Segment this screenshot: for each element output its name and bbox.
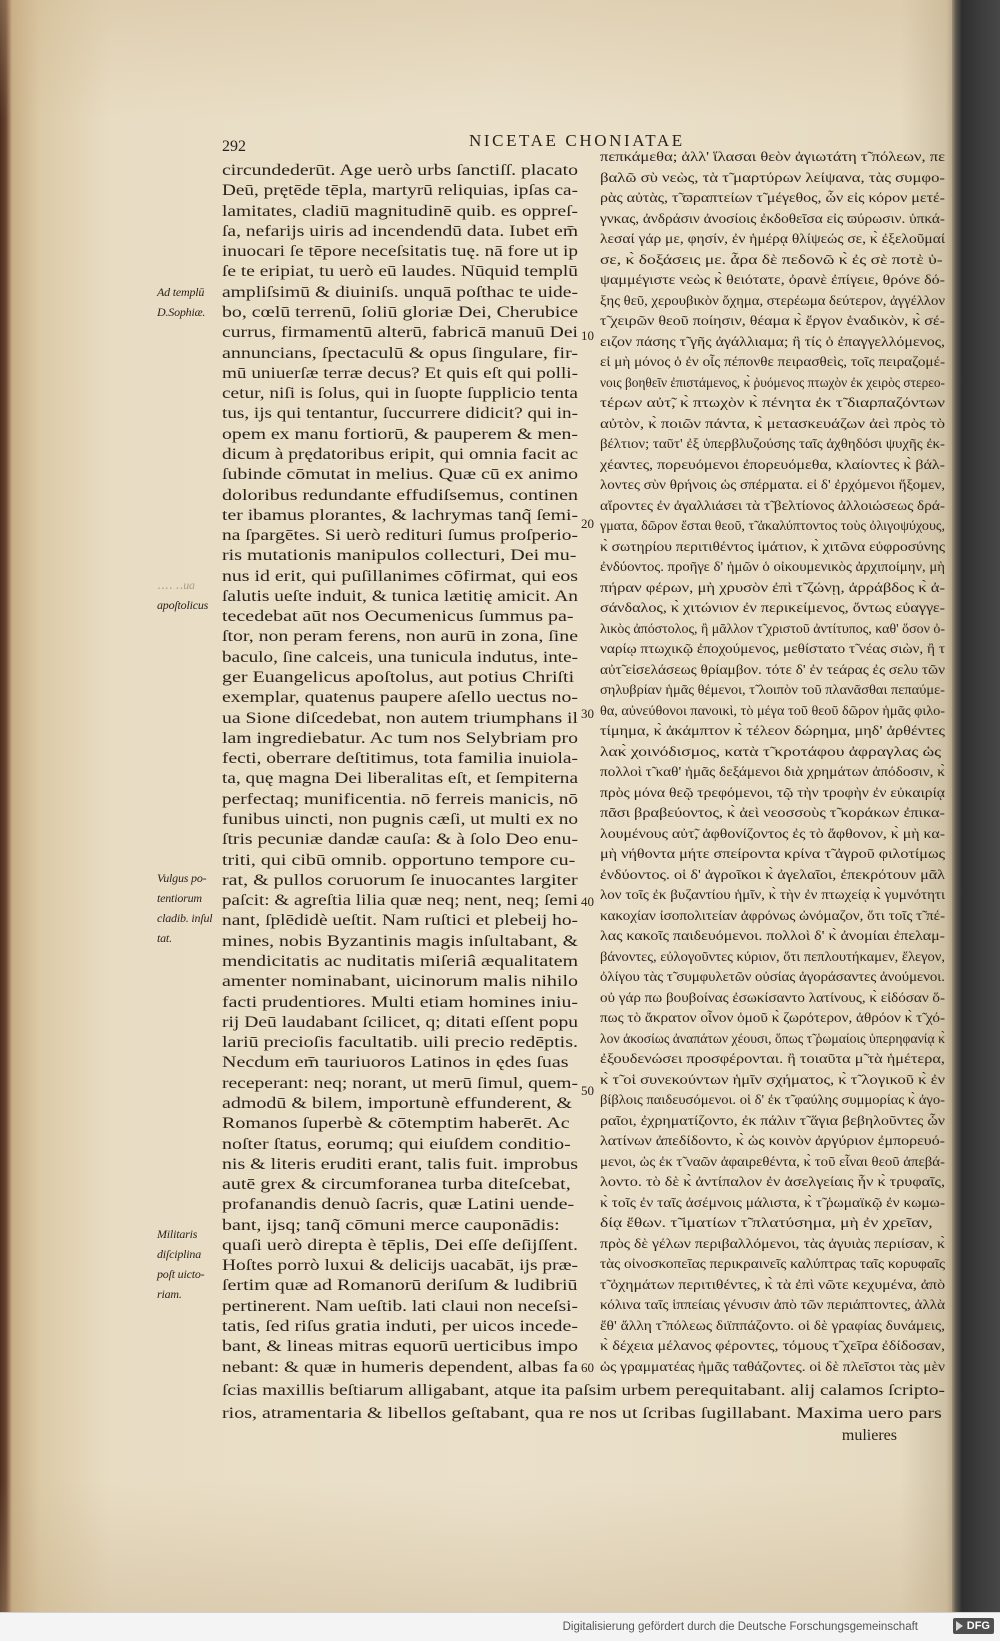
greek-line-text: γνκας, ἀνδράσιν ἀνοσίοις ἐκδοθεῖσα εἰς ϖύρωσιν. ὑπκά- [600,211,945,227]
latin-line-text: inuocari ſe tēpore neceſsitatis tuę. nā fore ut ip [222,243,578,261]
latin-line-text: mū uniuerſæ terræ decus? Et quis eſt qui polli- [222,364,578,382]
greek-line-text: λικὸς ἀπόστολος, ἢ μᾶλλον τ̃ χριστοῦ ἀντίτυπος, καθ' ὅσον ὀ- [600,621,945,637]
margin-note-line: riam. [157,1287,182,1301]
latin-line [222,668,578,688]
latin-line [222,344,578,364]
greek-line-text: αἴροντες ἐν ἀγαλλιάσει τὰ τ̃ βελτίονος ἀλλοιώσεως δρά- [600,498,945,514]
margin-note-line: ‥‥ ‥ua [157,578,195,592]
full-width-line [222,1403,945,1426]
latin-line [222,283,578,303]
greek-line [600,1153,945,1174]
latin-line-text: mendicitatis ac nuditatis miſeriâ æqualitatem [222,952,578,970]
latin-line [222,486,578,506]
margin-note [157,575,221,615]
latin-line-text: amenter nominabant, uicinorum malis nihilo [222,973,578,991]
margin-note-line: D.Sophiæ. [157,305,206,319]
greek-line-text: πήραν φέρων, μὴ χρυσὸν ἐπὶ τ̃ ζώνῃ, ἀρράβδος κ̀ ἀ- [600,580,945,596]
greek-line [600,1030,945,1051]
greek-line [600,681,945,702]
latin-line-text: ſa, nefarijs uiris ad incendendū data. Iubet em̄ [222,222,578,240]
greek-line [600,1358,945,1379]
latin-line-text: mines, nobis Byzantinis magis inſultabant, & [222,932,578,950]
latin-line [222,1114,578,1134]
greek-line [600,169,945,190]
latin-line-text: Hoſtes porrò luxui & delicijs uacabāt, ijs præ- [222,1257,578,1275]
greek-line [600,1255,945,1276]
greek-line [600,1337,945,1358]
latin-line-text: bant, ijsq; tanq̃ cōmuni merce cauponādis: [222,1216,560,1234]
greek-line [600,845,945,866]
greek-line-text: ἐνδύοντος. οἱ δ' ἀγροῖκοι κ̀ ἀγελαῖοι, ἐπεκρότουν μᾶλ [600,867,945,883]
footer-credit: Digitalisierung gefördert durch die Deutsche Forschungsgemeinschaft [562,1621,918,1633]
greek-line-text: λουμένους αὐτ̃, ἀφθονίζοντος ἐς τὸ ἄφθονον, κ̀ μὴ κα- [600,826,945,842]
greek-line [600,579,945,600]
greek-line [600,1235,945,1256]
greek-line [600,1112,945,1133]
greek-line [600,804,945,825]
latin-line [222,587,578,607]
greek-line-text: τ̃ χειρῶν θεοῦ ποίησιν, θέαμα κ̀ ἔργον ἑναδικὸν, κ̀ σέ- [600,314,945,329]
latin-line [222,384,578,404]
greek-line [600,230,945,251]
latin-line-text: lam ingrediebatur. Ac tum nos Selybriam pro [222,729,578,747]
greek-line-text: τὰς οἰνοσκοπεῖας περικραινεῖς καλύπτρας ταῖς κορυφαῖς [600,1257,945,1272]
footer-bar [0,1612,1000,1641]
margin-note-line: Vulgus po- [157,871,207,885]
greek-line-text: πως τὸ ἄκρατον οἶνον ὁμοῦ κ̀ ζωρότερον, ἀθρόον κ̀ τ̃ χό- [600,1011,945,1026]
latin-line [222,465,578,485]
greek-line-text: αὐτὸν, κ̀ ποιῶν πάντα, κ̀ μετασκευάζων ἀεὶ πρὸς τὸ [600,416,945,432]
greek-line [600,210,945,231]
latin-line-text: Romanos ſuperbè & cōtemptim haberēt. Ac [222,1115,570,1133]
greek-line-text: βίβλοις παιδευσόμενοι. οἱ δ' ἐκ τ̃ φαύλης συμμορίας κ̀ ἀγο- [600,1093,945,1108]
greek-line [600,312,945,333]
latin-line [222,1236,578,1256]
full-width-line-text: ſcias maxillis beſtiarum alligabant, atque ita paſsim urbem perequitabant. alij calamos ſcripto- [222,1382,945,1399]
running-head: NICETAE CHONIATAE [469,131,685,150]
latin-line [222,506,578,526]
margin-note-line: Militaris [157,1227,198,1241]
greek-line [600,1009,945,1030]
greek-line-text: ὀλίγου τὰς τ̃ συμφυλετῶν οὐσίας ἀγοράσαντες ἀνούμενοι. [600,970,945,985]
margin-note-line: cladib. inſul [157,911,213,925]
latin-line [222,891,578,911]
latin-line-text: nis & literis eruditi erant, talis fuit. improbus [222,1155,578,1173]
line-number: 60 [581,1360,594,1375]
greek-line [600,251,945,272]
greek-line-text: πᾶσι βραβεύοντος, κ̀ ἀεὶ νεοσσοὺς τ̃ κοράκων ἐπικα- [600,806,945,821]
latin-line-text: rij Deū laudabant ſcilicet, q; ditati eſſent popu [222,1013,578,1031]
latin-line-text: triti, qui cibū omnib. opportuno tempore cu- [222,851,576,869]
greek-line-text: λοντες σὺν θρήνοις ὡς σπέρματα. εἰ δ' ἐρχόμενοι ἥξομεν, [600,478,945,493]
latin-line-text: receperant: neq; norant, ut merū ſimul, quem- [222,1074,578,1092]
margin-note-line: diſciplina [157,1247,201,1261]
latin-line-text: circundederūt. Age uerò urbs ſanctiſſ. placato [222,162,578,179]
greek-line [600,948,945,969]
latin-line [222,445,578,465]
greek-line-text: κ̀ τ̃ οἱ συνεκούντων ἡμῖν σχήματος, κ̀ τ̃ λογικοῦ κ̀ ἐν [600,1072,945,1088]
greek-line-text: λον τοῖς ἐκ βυζαντίου ἡμῖν, κ̀ τὴν ἐν πτωχείᾳ κ̀ γυμνότητι [600,888,945,903]
greek-line-text: πρὸς δὲ γέλων περιβαλλόμενοι, τὰς ἀγυιὰς περιίσαν, κ̀ [600,1236,945,1252]
latin-line [222,932,578,952]
latin-line [222,851,578,871]
greek-line-text: τέρων αὐτ̃, κ̀ πτωχὸν κ̀ πένητα ἐκ τ̃ διαρπαζόντων [600,396,945,411]
latin-line [222,830,578,850]
margin-note-line: tat. [157,931,172,945]
greek-line-text: κ̀ τοῖς ἐν ταῖς ἀσέμνοις μάλιστα, κ̀ τ̃ ῥωμαϊκῷ ἐν κωμω- [600,1195,945,1211]
margin-note-line: poſt uicto- [157,1267,205,1281]
greek-line [600,538,945,559]
latin-line-text: na ſpargētes. Si uerò redituri ſumus proſperio- [222,527,578,545]
greek-line [600,722,945,743]
greek-line [600,497,945,518]
latin-line-text: ris mutationis manipulos collecturi, Dei mu- [222,547,577,565]
latin-line-text: cetur, niſi is ſolus, qui in ſuopte ſupplicio tenta [222,385,578,403]
latin-line [222,729,578,749]
greek-line-text: βαλῶ σὺ νεὼς, τὰ τ̃ μαρτύρων λείψανα, τὰς συμφο- [600,170,945,186]
latin-line-text: rat, & pullos coruorum ſe inuocantes largiter [222,871,578,889]
latin-column [222,161,578,1378]
greek-line [600,1194,945,1215]
latin-line [222,627,578,647]
latin-line-text: ſalutis ueſte induit, & tunica lætitię amicit. An [222,587,578,605]
latin-line [222,993,578,1013]
latin-line [222,323,578,343]
greek-line [600,271,945,292]
latin-line [222,810,578,830]
greek-line [600,333,945,354]
latin-line [222,1053,578,1073]
greek-line-text: πεπκάμεθα; ἀλλ' ἵλασαι θεὸν ἀγιωτάτη τ̃ πόλεων, πε [600,150,945,165]
greek-line [600,476,945,497]
catchword: mulieres [841,1427,897,1444]
latin-line [222,911,578,931]
greek-line [600,1091,945,1112]
latin-line-text: ua Sione diſcedebat, non autem triumphans il [222,709,578,727]
latin-line [222,1276,578,1296]
latin-line-text: doloribus redundante effudiſsemus, continen [222,486,578,504]
greek-line [600,1173,945,1194]
greek-line [600,1132,945,1153]
greek-line [600,1214,945,1235]
latin-line [222,709,578,729]
latin-line-text: lariū precioſis facultatib. uili precio redēptis. [222,1034,578,1052]
full-width-line [222,1380,945,1403]
latin-line-text: bant, & lineas mitras equorū uerticibus impo [222,1338,578,1356]
greek-line-text: νοις βοηθεῖν ἐπιστάμενος, κ̀ ῥυόμενος πτωχὸν ἐκ χειρὸς στερεο- [600,375,945,391]
greek-line [600,1050,945,1071]
greek-line [600,640,945,661]
greek-line [600,620,945,641]
greek-line [600,353,945,374]
greek-line-text: κ̀ δέχεια μέλανος φέροντες, τόμους τ̃ χεῖρα ἐδίδοσαν, [600,1339,945,1354]
latin-line-text: facti prudentiores. Multi etiam homines iniu- [222,993,578,1011]
latin-line [222,181,578,201]
greek-line [600,148,945,169]
latin-line [222,1216,578,1236]
greek-line [600,927,945,948]
dfg-logo[interactable] [953,1618,994,1634]
greek-line-text: κ̀ σωτηρίου περιτιθέντος ἱμάτιον, κ̀ χιτῶνα εὐφροσύνης [600,539,945,555]
latin-line [222,242,578,262]
latin-line [222,607,578,627]
greek-line-text: ξης θεῦ, χερουβικὸν ὄχημα, στερέωμα δεύτερον, ἀγγέλλον [600,293,945,309]
greek-line [600,907,945,928]
latin-line [222,567,578,587]
latin-line [222,1317,578,1337]
greek-line-text: δίᾳ ἔθων. τ̃ ἱματίων τ̃ πλατύσημα, μὴ ἐν χρεῖαν, [600,1216,933,1231]
greek-line [600,886,945,907]
greek-line-text: μενοι, ὡς ἐκ τ̃ ναῶν ἀφαιρεθέντα, κ̀ τοῦ εἶναι θεοῦ ἀπεβά- [600,1154,945,1170]
latin-line-text: admodū & bilem, importunè effunderent, & [222,1094,573,1112]
greek-line [600,517,945,538]
greek-line [600,599,945,620]
greek-line-text: ραῖοι, ἐχρηματίζοντο, ἐκ πάλιν τ̃ ἅγια βεβηλοῦντες ὧν [600,1113,945,1129]
greek-line-text: χέαντες, πορευόμενοι ἐπορευόμεθα, κλαίοντες κ̀ βάλ- [600,457,945,473]
latin-line-text: ſubinde cōmutat in melius. Quæ cū ex animo [222,466,578,484]
latin-line-text: baculo, ſine calceis, una tunicula indutus, inte- [222,648,578,666]
margin-note-line: apoſtolicus [157,598,209,612]
dfg-triangle-icon [956,1621,963,1631]
latin-line-text: ter ibamus plorantes, & lachrymas tanq̃ ſemi- [222,506,578,524]
latin-line-text: perfectaq; munificentia. nō ferreis manicis, nō [222,790,578,808]
greek-line [600,1071,945,1092]
latin-line-text: autē grex & circumforanea turba diteſcebat, [222,1176,571,1194]
latin-line [222,1175,578,1195]
latin-line [222,1155,578,1175]
greek-line-text: αὐτ̃ εἰσελάσεως θρίαμβον. τότε δ' ἐν τεάρας ἐς σελυ τῶν [600,662,945,678]
greek-line-text: οὐ γάρ πω βουβοίνας ἐσωκίσαντο λατίνους, κ̀ εἰδόσαν ὅ- [600,990,945,1006]
latin-line [222,1337,578,1357]
latin-line-text: fecti, oberrare deſtitimus, tota familia inuiola- [222,750,578,768]
latin-line [222,871,578,891]
latin-line [222,688,578,708]
latin-line [222,546,578,566]
latin-line-text: pertinerent. Nam ueſtib. lati claui non neceſsi- [222,1297,578,1315]
greek-line-text: σε, κ̀ δοξάσεις με. ἆρα δὲ πεδονῶ κ̀ ἐς σὲ ποτὲ ὑ- [600,252,943,268]
greek-line-text: πρὸς μόνα θεῷ τρεφόμενοι, τῷ τὴν τροφὴν ἐν εὐκαιρίᾳ [600,785,945,801]
greek-line-text: κόλινα ταῖς ἱππείαις γένυσιν ἀπὸ τῶν περιάπτοντες, ἀλλὰ [600,1298,945,1313]
line-number: 40 [581,894,594,909]
greek-line [600,1317,945,1338]
greek-line [600,1276,945,1297]
greek-line-text: θα, αὐνεύθονοι πανοικὶ, τὸ μέγα τοῦ θεοῦ δῶρον ἡμᾶς φιλο- [600,703,945,719]
greek-line [600,825,945,846]
latin-line [222,1195,578,1215]
greek-line [600,661,945,682]
greek-line-text: ἐξουδενώσει προσφέρονται. ἢ τοιαῦτα μ̃ τὰ ἡμέτερα, [600,1052,945,1067]
latin-line-text: paſcit: & agreſtia lilia quæ neq; nent, neq; ſemi [222,892,578,910]
greek-line-text: κακοχίαν ἰσοπολιτείαν ἀφρόνως ὠνόμαζον, ὅτι τοῖς τ̃ πέ- [600,908,945,924]
page-number: 292 [222,138,246,155]
greek-line-text: τ̃ ὀχημάτων περιτιθέντες, κ̀ τὰ ἐπὶ νῶτε κεχυμένα, ἀπὸ [600,1277,945,1293]
greek-line-text: βέλτιον; ταῦτ' ἐξ ὑπερβλυζούσης ταῖς ἀχθηδόσι ψυχῆς ἐκ- [600,437,945,452]
greek-line-text: ειζον πάσης τ̃ γῆς ἀγάλλιαμα; ἢ τίς ὁ ἐπαγγελλόμενος, [600,334,945,350]
latin-line [222,364,578,384]
greek-line [600,292,945,313]
latin-line [222,1135,578,1155]
greek-line-text: λας κακοῖς παιδευόμενοι. πολλοὶ δ' κ̀ ἀνομίαι ἐπελαμ- [600,929,945,944]
full-width-text [222,1380,945,1425]
latin-line-text: Necdum em̄ tauriuoros Latinos in ędes ſuas [222,1054,569,1072]
latin-line [222,222,578,242]
latin-line [222,1033,578,1053]
margin-note [157,1224,221,1304]
latin-line [222,1013,578,1033]
greek-line-text: ρὰς αὐτὰς, τ̃ ϖραπτείων τ̃ μέγεθος, ὧν εἰς κόρον μετέ- [600,191,945,206]
latin-line [222,202,578,222]
latin-line [222,1094,578,1114]
greek-line [600,702,945,723]
line-number: 50 [581,1083,594,1098]
latin-line [222,161,578,181]
greek-line-text: μὴ νήθοντα μήτε σπείροντα κρίνα τ̃ ἀγροῦ φιλοτίμως [600,847,945,862]
margin-note [157,282,221,322]
latin-line [222,526,578,546]
latin-line-text: dicum à prędatoribus eripit, qui omnia facit ac [222,445,578,463]
latin-line [222,769,578,789]
latin-line-text: currus, firmamentū alterū, fabricā manuū Dei [222,324,578,342]
latin-line-text: profanandis denuò ſacris, quæ Latini uende- [222,1196,575,1214]
latin-line-text: ſtor, non peram ferens, non aurū in zona, ſine [222,628,578,646]
latin-line [222,303,578,323]
greek-line-text: ψαμμέγιστε νεὼς κ̀ θειότατε, ὀρανὲ ἐπίγειε, θρόνε δό- [600,273,945,288]
latin-line [222,952,578,972]
latin-line [222,648,578,668]
latin-line-text: annuncians, ſpectaculū & opus ſingulare, fir- [222,344,578,362]
dfg-logo-text: DFG [966,1620,990,1632]
greek-line [600,394,945,415]
greek-line-text: τίμημα, κ̀ ἀκάμπτον κ̀ τέλεον δώρημα, μηδ' ἀρθέντες [600,724,945,739]
greek-line [600,456,945,477]
greek-line-text: σάνδαλος, κ̀ χιτώνιον ἐν περικείμενος, ὄντως εὐαγγε- [600,601,945,616]
latin-line-text: ſtris pecuniæ dandæ cauſa: & à ſolo Deo enu- [222,831,578,849]
latin-line-text: nebant: & quæ in humeris dependent, albas fa [222,1358,578,1376]
greek-line-text: εἰ μὴ μόνος ὁ ἐν οἷς πέπονθε πειρασθεὶς, τοῖς πειραζομέ- [600,355,945,370]
greek-line-text: γματα, δῶρον ἔσται θεοῦ, τ̃ ἀκαλύπτοντος τοὺς ὀλιγοψύχους, [600,519,945,534]
greek-line [600,968,945,989]
latin-line [222,972,578,992]
latin-line-text: tus, ijs qui tentantur, ſuccurrere didicit? qui in- [222,405,578,423]
greek-line-text: ἐνδύοντος. προῆγε δ' ἡμῶν ὁ οἰκουμενικὸς ἀρχιποίμην, μὴ [600,560,945,575]
latin-line-text: ſertim quæ ad Romanorū deriſum & ludibriū [222,1277,578,1295]
latin-line-text: ampliſsimū & diuiniſs. unquā poſthac te uide- [222,283,578,301]
greek-column [600,148,945,1378]
latin-line-text: bo, cœlū terrenū, ſoliū gloriæ Dei, Cherubice [222,303,578,321]
greek-line [600,558,945,579]
greek-line [600,763,945,784]
line-number: 10 [581,328,594,343]
greek-line [600,415,945,436]
greek-line-text: λον ἀκοσίως ἀναπάτων χέουσι, ὅπως τ̃ ῥωμαίοις ὑπερηφανίᾳ κ̀ [600,1031,945,1047]
greek-line-text: πολλοὶ τ̃ καθ' ἡμᾶς δεξάμενοι διὰ χρημάτων ἀπόδοσιν, κ̀ [600,765,945,780]
latin-line-text: ta, quę magna Dei liberalitas eſt, et ſempiterna [222,770,578,788]
margin-note-line: Ad templū [157,285,205,299]
full-width-line-text: rios, atramentaria & libellos geſtabant, qua re nos ut ſcribas ſugillabant. Maxima uero pars [222,1404,942,1422]
greek-line-text: σηλυβρίαν ἡμᾶς θέμενοι, τ̃ λοιπὸν τοῦ πλανᾶσθαι πεπαύμε- [600,683,945,698]
greek-line-text: λοντο. τὸ δὲ κ̀ ἀντίπαλον ἐν ἀσελγείαις ἦν κ̀ τρυφαῖς, [600,1175,945,1190]
latin-line-text: Deū, prętēde tēpla, martyrū reliquias, ipſas ca- [222,182,578,200]
latin-line [222,404,578,424]
latin-line-text: ſe te eripiat, tu uerò eū laudes. Nūquid templū [222,263,578,281]
greek-line [600,989,945,1010]
latin-line-text: noſter ſtatus, eorumq; qui eiuſdem conditio- [222,1135,571,1153]
greek-line-text: ναρίῳ πτωχικῷ ἐποχούμενος, μεθίστατο τ̃ νέας σιὼν, ἢ τ̃ [600,642,945,657]
latin-line [222,1074,578,1094]
margin-note-line: tentiorum [157,891,202,905]
book-edge [952,0,1000,1612]
latin-line [222,425,578,445]
latin-line [222,1256,578,1276]
latin-line [222,790,578,810]
latin-line [222,1358,578,1378]
latin-line-text: tecedebat aūt nos Oecumenicus ſummus pa- [222,608,574,626]
greek-line [600,866,945,887]
line-number: 30 [581,706,594,721]
latin-line [222,262,578,282]
greek-line [600,374,945,395]
latin-line-text: ger Euangelicus apoſtolus, aut potius Chriſti [222,669,575,687]
greek-line-text: λατίνων ἀπεδίδοντο, κ̀ ὡς κοινὸν ἀργύριον ἐμπορευό- [600,1134,945,1149]
latin-line-text: nus id erit, qui puſillanimes cōfirmat, qui eos [222,567,578,585]
greek-line [600,784,945,805]
greek-line-text: βάνοντες, εὐλογοῦντες κύριον, ὅτι πεπλουτήκαμεν, ἔλεγον, [600,949,945,965]
latin-line [222,1297,578,1317]
latin-line-text: opem ex manu fortiorū, & pauperem & men- [222,425,578,443]
margin-note [157,868,221,948]
greek-line [600,189,945,210]
latin-line-text: tatis, ſed riſus gratia induti, per uicos incede- [222,1318,578,1336]
latin-line-text: lamitates, cladiū magnitudinē quib. es oppreſ- [222,202,578,220]
latin-line-text: funibus uincti, non pugnis cæſi, ut multi ex no [222,811,578,828]
greek-line-text: ὡς γραμματέας ἡμᾶς ταθάζοντες. οἱ δὲ πλεῖστοι τὰς μὲν [600,1359,945,1375]
latin-line-text: quaſi uerò direpta è tēplis, Dei eſſe deſijſſent. [222,1236,578,1254]
latin-line-text: exemplar, quatenus paupere aſello uectus no- [222,689,578,707]
latin-line-text: nant, ſplēdidè ueſtit. Nam ruſtici et plebeij ho- [222,912,578,930]
greek-line [600,1296,945,1317]
greek-line [600,435,945,456]
greek-line-text: λεσαί γάρ με, φησίν, ἐν ἡμέρᾳ θλίψεώς σε, κ̀ ἐξελοῦμαί [600,232,945,247]
latin-line [222,749,578,769]
line-number: 20 [581,516,594,531]
greek-line-text: λακ̀ χοινόδισμος, κατὰ τ̃ κροτάφου ἀφραγλας ὡς [600,744,942,760]
greek-line-text: ἔθ' ἄλλη τ̃ πόλεως διϊππάζοντο. οἱ δὲ γραφίας δυνάμεις, [600,1318,945,1334]
greek-line [600,743,945,764]
